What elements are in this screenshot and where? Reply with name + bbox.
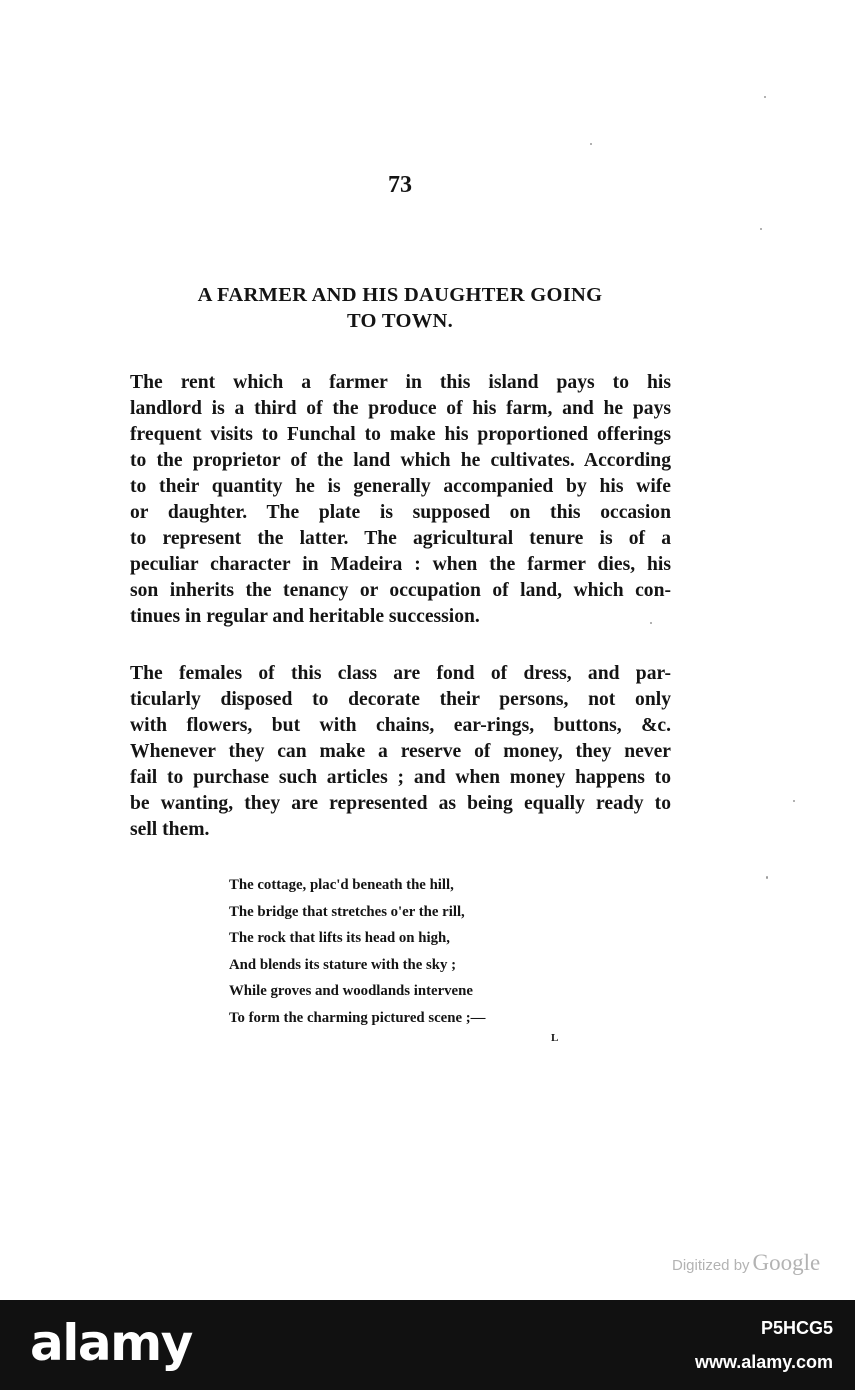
text-line: peculiar character in Madeira : when the farmer dies, his	[130, 554, 671, 575]
verse-line: And blends its stature with the sky ;	[229, 956, 457, 973]
text-line: son inherits the tenancy or occupation of land, which con-	[130, 580, 671, 601]
text-line: The rent which a farmer in this island pays to his	[130, 372, 671, 393]
verse-line: The rock that lifts its head on high,	[229, 930, 450, 947]
stock-image-id: P5HCG5	[760, 1318, 833, 1338]
verse-line: The cottage, plac'd beneath the hill,	[229, 877, 454, 893]
paragraph-1	[130, 370, 671, 630]
verse-line: To form the charming pictured scene ;—	[229, 1009, 486, 1026]
text-line: to the proprietor of the land which he cultivates. According	[130, 450, 671, 471]
text-line: fail to purchase such articles ; and when money happens to	[130, 767, 671, 788]
text-line: ticularly disposed to decorate their persons, not only	[130, 689, 671, 710]
text-line: be wanting, they are represented as being equally ready to	[130, 793, 671, 814]
paragraph-2	[130, 661, 671, 843]
verse-line: While groves and woodlands intervene	[229, 983, 473, 1000]
verse-block	[229, 872, 485, 1032]
digitized-watermark	[672, 1250, 820, 1276]
text-line: The females of this class are fond of dress, and par-	[130, 663, 671, 684]
text-line: tinues in regular and heritable succession.	[130, 606, 480, 627]
text-line: frequent visits to Funchal to make his proportioned offerings	[130, 424, 671, 445]
scan-speck	[650, 622, 652, 624]
text-line: with flowers, but with chains, ear-rings, buttons, &c.	[130, 715, 671, 736]
stock-watermark-bar	[0, 1300, 855, 1390]
scan-speck	[793, 800, 795, 802]
chapter-title	[120, 282, 680, 334]
alamy-logo: alamy	[30, 1314, 192, 1372]
chapter-title-line: A FARMER AND HIS DAUGHTER GOING	[197, 284, 603, 306]
scan-speck	[590, 143, 592, 145]
page-number: 73	[388, 172, 412, 198]
signature-mark: L	[551, 1032, 559, 1044]
chapter-title-line: TO TOWN.	[346, 310, 454, 332]
text-line: to represent the latter. The agricultural tenure is of a	[130, 528, 671, 549]
text-line: Whenever they can make a reserve of money, they never	[130, 741, 671, 762]
text-line: to their quantity he is generally accompanied by his wife	[130, 476, 671, 497]
text-line: or daughter. The plate is supposed on this occasion	[130, 502, 671, 523]
stock-url: www.alamy.com	[694, 1352, 833, 1372]
digitized-prefix: Digitized by	[672, 1257, 750, 1274]
verse-line: The bridge that stretches o'er the rill,	[229, 903, 465, 920]
text-line: sell them.	[130, 819, 210, 840]
text-line: landlord is a third of the produce of his farm, and he pays	[130, 398, 671, 419]
scan-speck	[764, 96, 766, 98]
scan-speck	[760, 228, 762, 230]
scan-speck	[766, 876, 768, 879]
digitized-brand: Google	[752, 1250, 821, 1275]
